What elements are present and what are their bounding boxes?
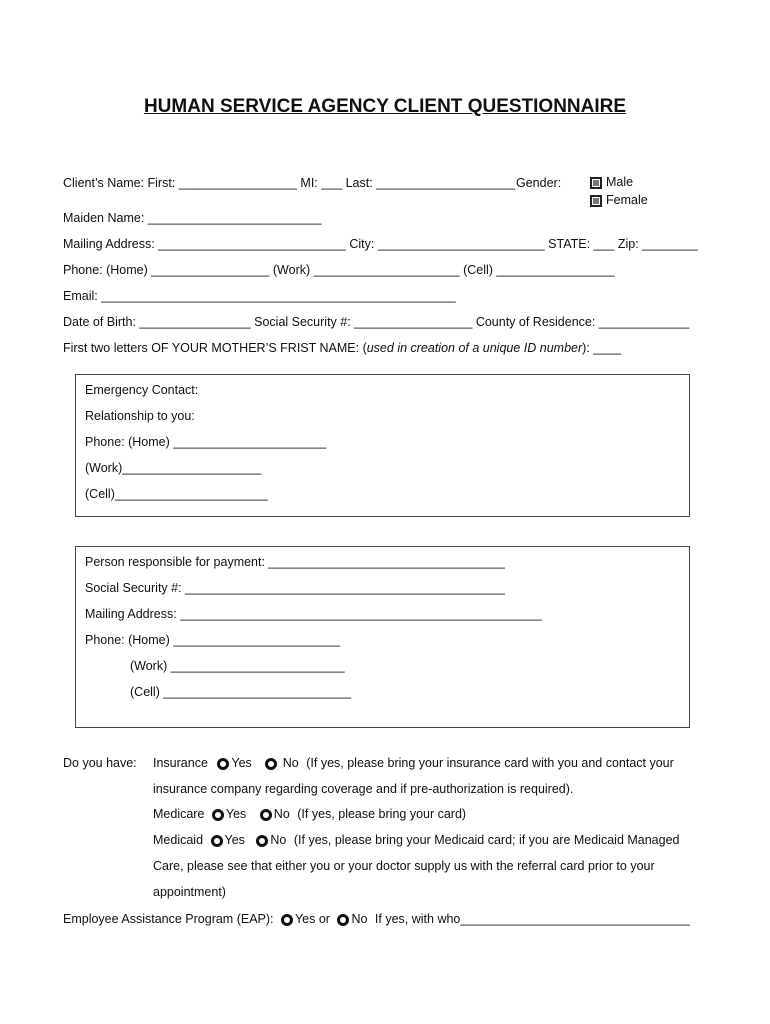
medicaid-yes-radio[interactable] (211, 835, 223, 847)
insurance-yes-label: Yes (231, 756, 252, 770)
emergency-phone-home[interactable]: Phone: (Home) ______________________ (85, 435, 327, 449)
medicare-yes-radio[interactable] (212, 809, 224, 821)
payment-ssn-line[interactable]: Social Security #: ______________________________________________ (85, 581, 505, 595)
insurance-note-2: insurance company regarding coverage and if pre-authorization is required). (153, 782, 574, 796)
medicare-no-radio[interactable] (260, 809, 272, 821)
eap-yes-label: Yes or (294, 912, 330, 926)
insurance-row (153, 756, 674, 770)
female-label: Female (606, 193, 648, 207)
payment-phone-work[interactable]: (Work) _________________________ (130, 659, 345, 673)
payment-person-line[interactable]: Person responsible for payment: __________________________________ (85, 555, 505, 569)
maiden-name-line[interactable]: Maiden Name: _________________________ (63, 211, 322, 225)
emergency-contact-label: Emergency Contact: (85, 383, 199, 397)
gender-female-option[interactable] (590, 193, 648, 207)
eap-no-radio[interactable] (337, 914, 349, 926)
eap-no-label: No (351, 912, 368, 926)
medicare-yes-label: Yes (225, 807, 247, 821)
medicare-note: (If yes, please bring your card) (297, 807, 467, 821)
eap-label: Employee Assistance Program (EAP): (63, 912, 274, 926)
medicaid-note: (If yes, please bring your Medicaid card; if you are Medicaid Managed (293, 833, 680, 847)
phone-line[interactable]: Phone: (Home) _________________ (Work) _____________________ (Cell) _________________ (63, 263, 615, 277)
do-you-have-label: Do you have: (63, 756, 137, 770)
medicaid-no-label: No (270, 833, 287, 847)
mailing-address-line[interactable]: Mailing Address: ___________________________ City: ________________________ STATE: ___ Zip: ________ (63, 237, 698, 251)
medicare-row (153, 807, 466, 821)
email-line[interactable]: Email: ___________________________________________________ (63, 289, 456, 303)
male-label: Male (606, 175, 634, 189)
insurance-no-radio[interactable] (265, 758, 277, 770)
dob-ssn-county-line[interactable]: Date of Birth: ________________ Social Security #: _________________ County of Residence: _____________ (63, 315, 690, 329)
payment-mailing-line[interactable]: Mailing Address: ____________________________________________________ (85, 607, 542, 621)
gender-male-option[interactable] (590, 175, 633, 189)
id-prefix: First two letters OF YOUR MOTHER’S FRIST NAME: ( (63, 341, 367, 355)
insurance-no-label: No (282, 756, 299, 770)
medicaid-note-2: Care, please see that either you or your doctor supply us with the referral card prior to your (153, 859, 655, 873)
id-italic-note: used in creation of a unique ID number (366, 341, 583, 355)
medicaid-row (153, 833, 680, 847)
eap-note[interactable]: If yes, with who_________________________________ (374, 912, 690, 926)
eap-yes-radio[interactable] (281, 914, 293, 926)
payment-phone-home[interactable]: Phone: (Home) ________________________ (85, 633, 341, 647)
eap-row (63, 912, 690, 926)
client-name-line[interactable]: Client’s Name: First: _________________ MI: ___ Last: ____________________ (63, 176, 516, 190)
female-checkbox[interactable] (590, 195, 602, 207)
emergency-phone-cell[interactable]: (Cell)______________________ (85, 487, 268, 501)
medicaid-no-radio[interactable] (256, 835, 268, 847)
medicaid-label: Medicaid (153, 833, 204, 847)
insurance-note: (If yes, please bring your insurance card with you and contact your (306, 756, 674, 770)
mother-name-id-line[interactable] (63, 341, 621, 355)
insurance-yes-radio[interactable] (217, 758, 229, 770)
medicare-label: Medicare (153, 807, 205, 821)
relationship-label: Relationship to you: (85, 409, 195, 423)
gender-label: Gender: (516, 176, 562, 190)
insurance-label: Insurance (153, 756, 208, 770)
medicare-no-label: No (273, 807, 290, 821)
page-title: HUMAN SERVICE AGENCY CLIENT QUESTIONNAIRE (143, 96, 627, 117)
medicaid-yes-label: Yes (224, 833, 245, 847)
medicaid-note-3: appointment) (153, 885, 226, 899)
male-checkbox[interactable] (590, 177, 602, 189)
emergency-phone-work[interactable]: (Work)____________________ (85, 461, 262, 475)
id-suffix: ): ____ (582, 341, 622, 355)
payment-phone-cell[interactable]: (Cell) ___________________________ (130, 685, 352, 699)
